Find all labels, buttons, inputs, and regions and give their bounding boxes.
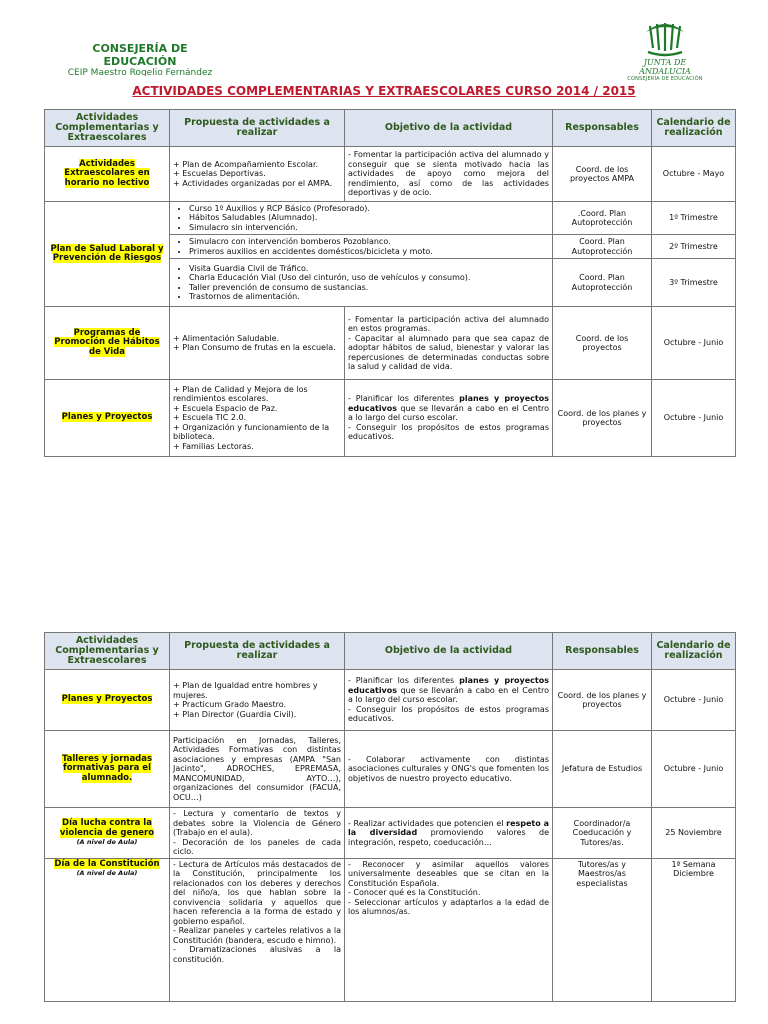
activity-name: Plan de Salud Laboral y Prevención de Riesgos bbox=[45, 202, 170, 307]
table-row bbox=[45, 858, 736, 1001]
calendar-cell: 2º Trimestre bbox=[652, 235, 736, 259]
org-line-1: CONSEJERÍA DE bbox=[92, 42, 188, 55]
school-name: CEIP Maestro Rogelio Fernández bbox=[67, 68, 213, 76]
col-header-responsible: Responsables bbox=[553, 110, 652, 147]
table-row bbox=[45, 380, 736, 457]
logo-emblem-icon bbox=[640, 18, 690, 58]
calendar-cell: Octubre - Junio bbox=[652, 380, 736, 457]
responsible-cell: Coord. de los planes y proyectos bbox=[553, 670, 652, 731]
calendar-cell: Octubre - Mayo bbox=[652, 147, 736, 202]
table-header-row bbox=[45, 633, 736, 670]
activities-table-1 bbox=[44, 109, 736, 457]
responsible-cell: Coord. Plan Autoprotección bbox=[553, 259, 652, 307]
proposal-cell bbox=[170, 202, 553, 235]
calendar-cell: Octubre - Junio bbox=[652, 670, 736, 731]
objective-cell: - Fomentar la participación activa del alumnado en estos programas. - Capacitar al alumnado para que sea capaz de adoptar hábitos de salud, bienestar y valorar las repercusiones de determinadas conductas sobre la salud y calidad de vida. bbox=[345, 307, 553, 380]
activities-table-2 bbox=[44, 632, 736, 1002]
responsible-cell: Coord. de los proyectos bbox=[553, 307, 652, 380]
objective-cell: - Reconocer y asimilar aquellos valores universalmente deseables que se citan en la Constitución Española. - Conocer qué es la Constitución. - Seleccionar artículos y adaptarlos a la edad de los alumnos/as. bbox=[345, 858, 553, 1001]
document-title-text: ACTIVIDADES COMPLEMENTARIAS Y EXTRAESCOLARES CURSO 2014 / 2015 bbox=[132, 84, 636, 98]
junta-andalucia-logo bbox=[622, 18, 708, 80]
list-item: • Simulacro con intervención bomberos Pozoblanco. bbox=[189, 237, 549, 247]
document-title bbox=[0, 84, 768, 98]
objective-cell: - Colaborar activamente con distintas asociaciones culturales y ONG's que fomenten los objetivos de nuestro proyecto educativo. bbox=[345, 731, 553, 808]
activity-name: Planes y Proyectos bbox=[45, 380, 170, 457]
list-item: • Hábitos Saludables (Alumnado). bbox=[189, 213, 549, 223]
list-item: • Simulacro sin intervención. bbox=[189, 223, 549, 233]
logo-text-consejeria: CONSEJERÍA DE EDUCACIÓN bbox=[627, 76, 703, 82]
list-item: • Trastornos de alimentación. bbox=[189, 292, 549, 302]
col-header-calendar: Calendario de realización bbox=[652, 633, 736, 670]
calendar-cell: 3º Trimestre bbox=[652, 259, 736, 307]
table-row bbox=[45, 808, 736, 859]
table-header-row bbox=[45, 110, 736, 147]
activity-name: Programas de Promoción de Hábitos de Vida bbox=[45, 307, 170, 380]
proposal-cell bbox=[170, 235, 553, 259]
proposal-cell: - Lectura y comentario de textos y debates sobre la Violencia de Género (Trabajo en el aula). - Decoración de los paneles de cada ciclo. bbox=[170, 808, 345, 859]
list-item: • Taller prevención de consumo de sustancias. bbox=[189, 283, 549, 293]
responsible-cell: Coord. Plan Autoprotección bbox=[553, 235, 652, 259]
calendar-cell: Octubre - Junio bbox=[652, 307, 736, 380]
activity-name: Planes y Proyectos bbox=[45, 670, 170, 731]
objective-cell: - Realizar actividades que potencien el respeto a la diversidad promoviendo valores de integración, respeto, coeducación… bbox=[345, 808, 553, 859]
responsible-cell: Jefatura de Estudios bbox=[553, 731, 652, 808]
objective-cell: - Planificar los diferentes planes y proyectos educativos que se llevarán a cabo en el Centro a lo largo del curso escolar. - Conseguir los propósitos de estos programas educativos. bbox=[345, 380, 553, 457]
proposal-cell: - Lectura de Artículos más destacados de la Constitución, principalmente los relacionados con los deberes y derechos del niño/a, los que hablan sobre la convivencia solidaria y aquellos que hacen referencia a la forma de estado y gobierno español. - Realizar paneles y carteles relativos a la Constitución (bandera, escudo e himno). - Dramatizaciones alusivas a la constitución. bbox=[170, 858, 345, 1001]
list-item: • Charla Educación Vial (Uso del cinturón, uso de vehículos y consumo). bbox=[189, 273, 549, 283]
col-header-calendar: Calendario de realización bbox=[652, 110, 736, 147]
col-header-responsible: Responsables bbox=[553, 633, 652, 670]
list-item: • Visita Guardia Civil de Tráfico. bbox=[189, 264, 549, 274]
activity-name: Día lucha contra la violencia de genero (A nivel de Aula) bbox=[45, 808, 170, 859]
calendar-cell: 25 Noviembre bbox=[652, 808, 736, 859]
calendar-cell: 1º Trimestre bbox=[652, 202, 736, 235]
proposal-cell: + Plan de Acompañamiento Escolar. + Escuelas Deportivas. + Actividades organizadas por el AMPA. bbox=[170, 147, 345, 202]
col-header-proposal: Propuesta de actividades a realizar bbox=[170, 110, 345, 147]
responsible-cell: Coord. de los proyectos AMPA bbox=[553, 147, 652, 202]
org-line-2: EDUCACIÓN bbox=[103, 55, 177, 68]
activity-level-note: (A nivel de Aula) bbox=[76, 838, 138, 847]
proposal-cell: Participación en Jornadas, Talleres, Actividades Formativas con distintas asociaciones y empresas (AMPA "San Jacinto", ADROCHES, EPREMASA, MANCOMUNIDAD, AYTO…), organizaciones del consumidor (FACUA, OCU…) bbox=[170, 731, 345, 808]
table-row bbox=[45, 307, 736, 380]
proposal-cell bbox=[170, 259, 553, 307]
calendar-cell: Octubre - Junio bbox=[652, 731, 736, 808]
table-row bbox=[45, 731, 736, 808]
calendar-cell: 1ª Semana Diciembre bbox=[652, 858, 736, 1001]
proposal-cell: + Alimentación Saludable. + Plan Consumo de frutas en la escuela. bbox=[170, 307, 345, 380]
responsible-cell: Coord. de los planes y proyectos bbox=[553, 380, 652, 457]
activity-name: Actividades Extraescolares en horario no lectivo bbox=[45, 147, 170, 202]
proposal-cell: + Plan de Calidad y Mejora de los rendimientos escolares. + Escuela Espacio de Paz. + Escuela TIC 2.0. + Organización y funcionamiento de la biblioteca. + Familias Lectoras. bbox=[170, 380, 345, 457]
list-item: • Primeros auxilios en accidentes domésticos/bicicleta y moto. bbox=[189, 247, 549, 257]
objective-cell: - Fomentar la participación activa del alumnado y conseguir que se sienta motivado hacia las actividades de apoyo como mejora del rendimiento, así como de las actividades deportivas y de ocio. bbox=[345, 147, 553, 202]
table-row bbox=[45, 202, 736, 235]
objective-cell: - Planificar los diferentes planes y proyectos educativos que se llevarán a cabo en el Centro a lo largo del curso escolar. - Conseguir los propósitos de estos programas educativos. bbox=[345, 670, 553, 731]
organization-header bbox=[60, 42, 220, 76]
col-header-objective: Objetivo de la actividad bbox=[345, 633, 553, 670]
col-header-proposal: Propuesta de actividades a realizar bbox=[170, 633, 345, 670]
responsible-cell: .Coord. Plan Autoprotección bbox=[553, 202, 652, 235]
col-header-objective: Objetivo de la actividad bbox=[345, 110, 553, 147]
logo-text-junta: JUNTA DE ANDALUCIA bbox=[639, 58, 691, 76]
activity-level-note: (A nivel de Aula) bbox=[76, 869, 138, 877]
activity-name: Día de la Constitución (A nivel de Aula) bbox=[45, 858, 170, 1001]
activity-name: Talleres y jornadas formativas para el alumnado. bbox=[45, 731, 170, 808]
proposal-cell: + Plan de Igualdad entre hombres y mujeres. + Practicum Grado Maestro. + Plan Director (Guardia Civil). bbox=[170, 670, 345, 731]
responsible-cell: Tutores/as y Maestros/as especialistas bbox=[553, 858, 652, 1001]
responsible-cell: Coordinador/a Coeducación y Tutores/as. bbox=[553, 808, 652, 859]
table-row bbox=[45, 147, 736, 202]
list-item: • Curso 1º Auxilios y RCP Básico (Profesorado). bbox=[189, 204, 549, 214]
table-row bbox=[45, 670, 736, 731]
col-header-activity: Actividades Complementarias y Extraescolares bbox=[45, 633, 170, 670]
col-header-activity: Actividades Complementarias y Extraescolares bbox=[45, 110, 170, 147]
